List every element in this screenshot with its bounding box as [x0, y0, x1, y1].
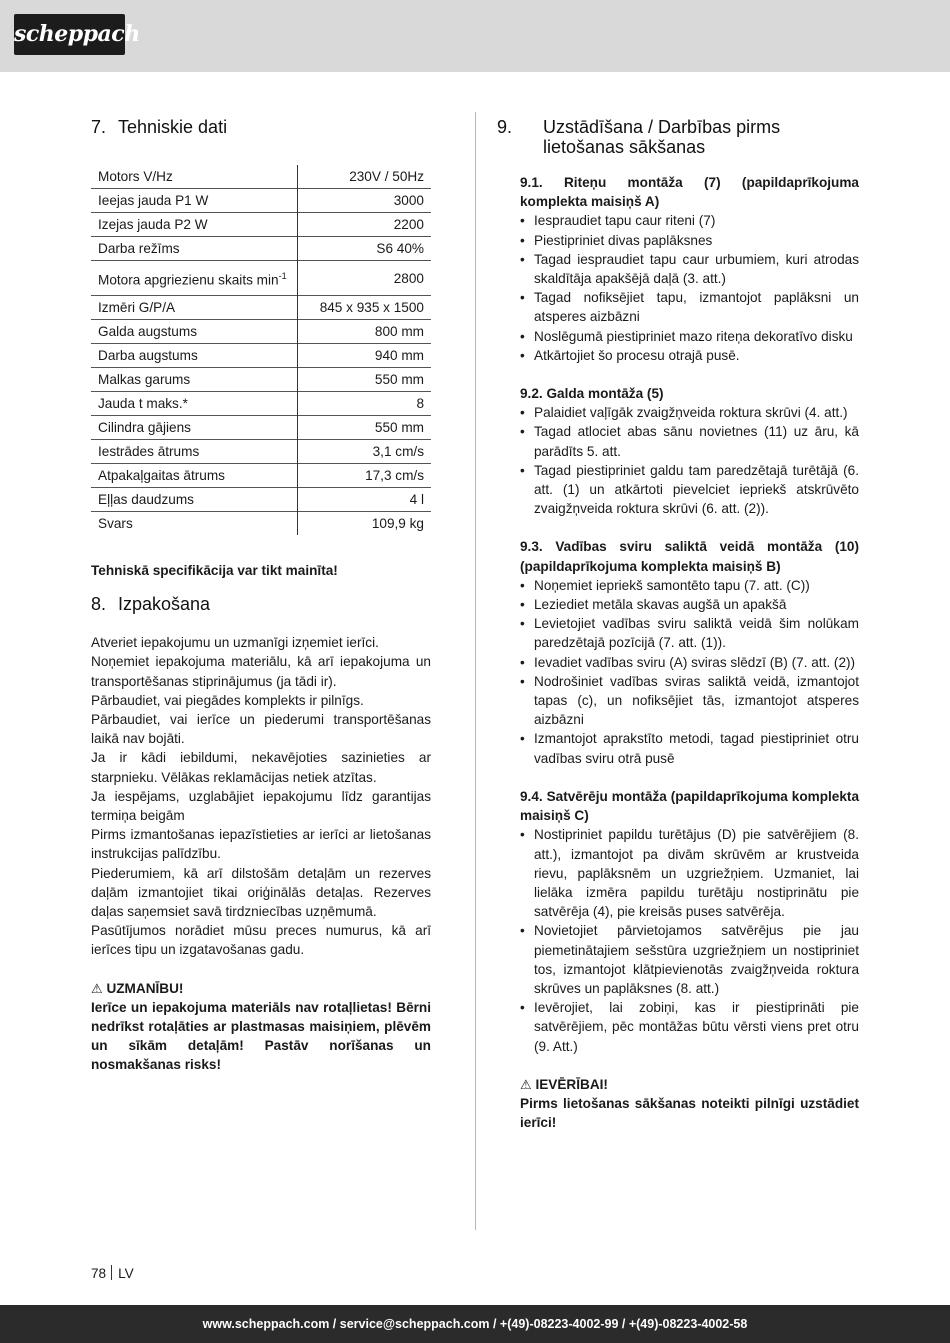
subsection-9-1-title: 9.1. Riteņu montāža (7) (papildaprīkojuma komplekta maisiņš A): [520, 175, 859, 210]
list-item: • Tagad nofiksējiet tapu, izmantojot paplāksni un atsperes aizbāzni: [520, 288, 859, 326]
spec-value: 17,3 cm/s: [365, 468, 424, 483]
spec-value: S6 40%: [376, 241, 424, 256]
spec-row: [91, 165, 431, 189]
list-item: • Piestipriniet divas paplāksnes: [520, 231, 859, 250]
spec-value: 8: [416, 396, 424, 411]
spec-value: 3,1 cm/s: [372, 444, 424, 459]
spec-key: Izejas jauda P2 W: [91, 213, 298, 237]
list-item: • Leziediet metāla skavas augšā un apakšā: [520, 595, 859, 614]
spec-key: Motora apgriezienu skaits $\min^{-1}$: [91, 261, 298, 296]
spec-key: Motors V/Hz: [91, 165, 298, 189]
spec-key: Svars: [91, 512, 298, 536]
unpack-line: Ja ir kādi iebildumi, nekavējoties sazinieties ar starpnieku. Vēlākas reklamācijas netiek atzītas.: [91, 750, 431, 785]
contact-footer: [0, 1305, 950, 1343]
subsection-9-3-title: 9.3. Vadības sviru saliktā veidā montāža (10) (papildaprīkojuma komplekta maisiņš B): [520, 539, 859, 574]
list-item: • Iespraudiet tapu caur riteni (7): [520, 211, 859, 230]
right-column: [497, 112, 859, 1132]
notice-heading: ⚠ IEVĒRĪBAI!: [520, 1076, 608, 1092]
spec-value: 4 l: [409, 492, 424, 507]
list-item: • Levietojiet vadības sviru saliktā veidā šim nolūkam paredzētajā pozīcijā (7. att. (1)).: [520, 614, 859, 652]
list-item: • Palaidiet vaļīgāk zvaigžņveida roktura skrūvi (4. att.): [520, 403, 859, 422]
spec-key: Atpakaļgaitas ātrums: [91, 464, 298, 488]
list-item: • Nodrošiniet vadības sviras saliktā veidā, izmantojot tapas (c), un nofiksējiet tās, izmantojot atsperes aizbāzni: [520, 672, 859, 730]
spec-key: Darba augstums: [91, 344, 298, 368]
spec-key: Galda augstums: [91, 320, 298, 344]
subsection-9-1-list: [520, 211, 859, 365]
left-column: [91, 112, 431, 1075]
unpack-line: Pasūtījumos norādiet mūsu preces numurus, kā arī ierīces tipu un izgatavošanas gadu.: [91, 923, 431, 958]
spec-row: [91, 392, 431, 416]
warning-heading: ⚠ UZMANĪBU!: [91, 980, 184, 996]
subsection-9-3-list: [520, 576, 859, 768]
unpack-line: Ja iespējams, uzglabājiet iepakojumu līdz garantijas termiņa beigām: [91, 788, 431, 824]
subsection-9-4-title: 9.4. Satvērēju montāža (papildaprīkojuma komplekta maisiņš C): [520, 788, 859, 824]
subsection-9-2-title: 9.2. Galda montāža (5): [520, 386, 664, 402]
spec-value: 2200: [393, 217, 424, 232]
unpack-text: [91, 633, 431, 959]
spec-row: [91, 261, 431, 296]
list-item: • Noņemiet iepriekš samontēto tapu (7. att. (C)): [520, 576, 859, 595]
section-8-heading: 8. Izpakošana: [91, 594, 211, 615]
spec-note: Tehniskā specifikācija var tikt mainīta!: [91, 563, 338, 578]
spec-key: Jauda t maks.*: [91, 392, 298, 416]
spec-value: 109,9 kg: [371, 516, 424, 531]
brand-logo[interactable]: scheppach: [14, 14, 125, 55]
warning-triangle-icon: ⚠: [520, 1076, 532, 1092]
list-item: • Noslēgumā piestipriniet mazo riteņa dekoratīvo disku: [520, 327, 859, 346]
section-7-heading: 7. Tehniskie dati: [91, 117, 228, 137]
unpack-line: Piederumiem, kā arī dilstošām detaļām un rezerves daļām izmantojiet tikai oriģinālās detaļas. Rezerves daļas saņemsiet savā tirdzniecības uzņēmumā.: [91, 865, 431, 920]
unpack-line: Pirms izmantošanas iepazīstieties ar ierīci ar lietošanas instrukcijas palīdzību.: [91, 827, 431, 862]
list-item: • Ievērojiet, lai zobiņi, kas ir piestiprināti pie satvērējiem, pēc montāžas būtu vērsti viens pret otru (9. Att.): [520, 998, 859, 1056]
spec-key: Eļļas daudzums: [91, 488, 298, 512]
list-item: • Tagad atlociet abas sānu novietnes (11) uz āru, kā parādīts 5. att.: [520, 422, 859, 460]
section-9-heading: 9. Uzstādīšana / Darbības pirms lietošanas sākšanas: [497, 117, 781, 157]
spec-row: [91, 368, 431, 392]
list-item: • Ievadiet vadības sviru (A) sviras slēdzī (B) (7. att. (2)): [520, 653, 859, 672]
unpack-line: Noņemiet iepakojuma materiālu, kā arī iepakojuma un transportēšanas stiprinājumus (ja tādi ir).: [91, 654, 431, 689]
spec-row: [91, 344, 431, 368]
spec-row: [91, 213, 431, 237]
spec-key: Iestrādes ātrums: [91, 440, 298, 464]
spec-key: Ieejas jauda P1 W: [91, 189, 298, 213]
unpack-line: Atveriet iepakojumu un uzmanīgi izņemiet ierīci.: [91, 635, 379, 651]
spec-value: 230V / 50Hz: [349, 169, 424, 184]
spec-value: 800 mm: [374, 324, 424, 339]
spec-key: Cilindra gājiens: [91, 416, 298, 440]
list-item: • Tagad piestipriniet galdu tam paredzētajā turētājā (6. att. (1) un atkārtoti pievelciet iepriekš atskrūvēto zvaigžņveida roktura skrūvi (6. att. (2)).: [520, 461, 859, 519]
subsection-9-2-list: [520, 403, 859, 518]
spec-value: 845 x 935 x 1500: [319, 300, 424, 315]
unpack-line: Pārbaudiet, vai ierīce un piederumi transportēšanas laikā nav bojāti.: [91, 712, 431, 747]
spec-row: [91, 320, 431, 344]
warning-text: Ierīce un iepakojuma materiāls nav rotaļlietas! Bērni nedrīkst rotaļāties ar plastmasas maisiņiem, plēvēm un sīkām detaļām! Pastāv norīšanas un nosmakšanas risks!: [91, 999, 431, 1073]
spec-row: [91, 512, 431, 536]
spec-row: [91, 237, 431, 261]
list-item: • Tagad iespraudiet tapu caur urbumiem, kuri atrodas skaldītāja apakšējā daļā (3. att.): [520, 250, 859, 288]
spec-row: [91, 416, 431, 440]
list-item: • Novietojiet pārvietojamos satvērējus pie jau piemetinātajiem sešstūra uzgriežņiem un nostipriniet tos, izmantojot klātpievienotās zvaigžņveida roktura skrūves un paplāksnes (8. att.): [520, 921, 859, 998]
list-item: • Atkārtojiet šo procesu otrajā pusē.: [520, 346, 859, 365]
column-divider: [475, 112, 476, 1230]
spec-value: 940 mm: [374, 348, 424, 363]
spec-row: [91, 488, 431, 512]
header-bar: [0, 0, 950, 72]
spec-key: Izmēri G/P/A: [91, 296, 298, 320]
spec-value: 550 mm: [374, 420, 424, 435]
list-item: • Izmantojot aprakstīto metodi, tagad piestipriniet otru vadības sviru otrā pusē: [520, 729, 859, 767]
spec-key: Malkas garums: [91, 368, 298, 392]
list-item: • Nostipriniet papildu turētājus (D) pie satvērējiem (8. att.), izmantojot pa divām skrūvēm ar krustveida rievu, paplāksnēm un uzgriežņiem. Uzmaniet, lai lielāka izmēra papildu turētāju nostiprinātu pie satvērēja (4), pie kreisās puses satvērēja.: [520, 825, 859, 921]
warning-triangle-icon: ⚠: [91, 980, 103, 996]
subsection-9-4-list: [520, 825, 859, 1055]
notice-text: Pirms lietošanas sākšanas noteikti pilnīgi uzstādiet ierīci!: [520, 1095, 859, 1131]
spec-value: 3000: [393, 193, 424, 208]
spec-key: Darba režīms: [91, 237, 298, 261]
unpack-line: Pārbaudiet, vai piegādes komplekts ir pilnīgs.: [91, 692, 364, 708]
spec-value: 2800: [393, 270, 424, 286]
spec-row: [91, 440, 431, 464]
page-number: 78 LV: [91, 1266, 134, 1281]
spec-value: 550 mm: [374, 372, 424, 387]
spec-row: [91, 189, 431, 213]
spec-key-superscript: -1: [278, 270, 287, 281]
spec-row: [91, 464, 431, 488]
spec-row: [91, 296, 431, 320]
contact-info[interactable]: www.scheppach.com / service@scheppach.com / +(49)-08223-4002-99 / +(49)-08223-4002-58: [202, 1317, 748, 1331]
spec-table: [91, 165, 431, 535]
